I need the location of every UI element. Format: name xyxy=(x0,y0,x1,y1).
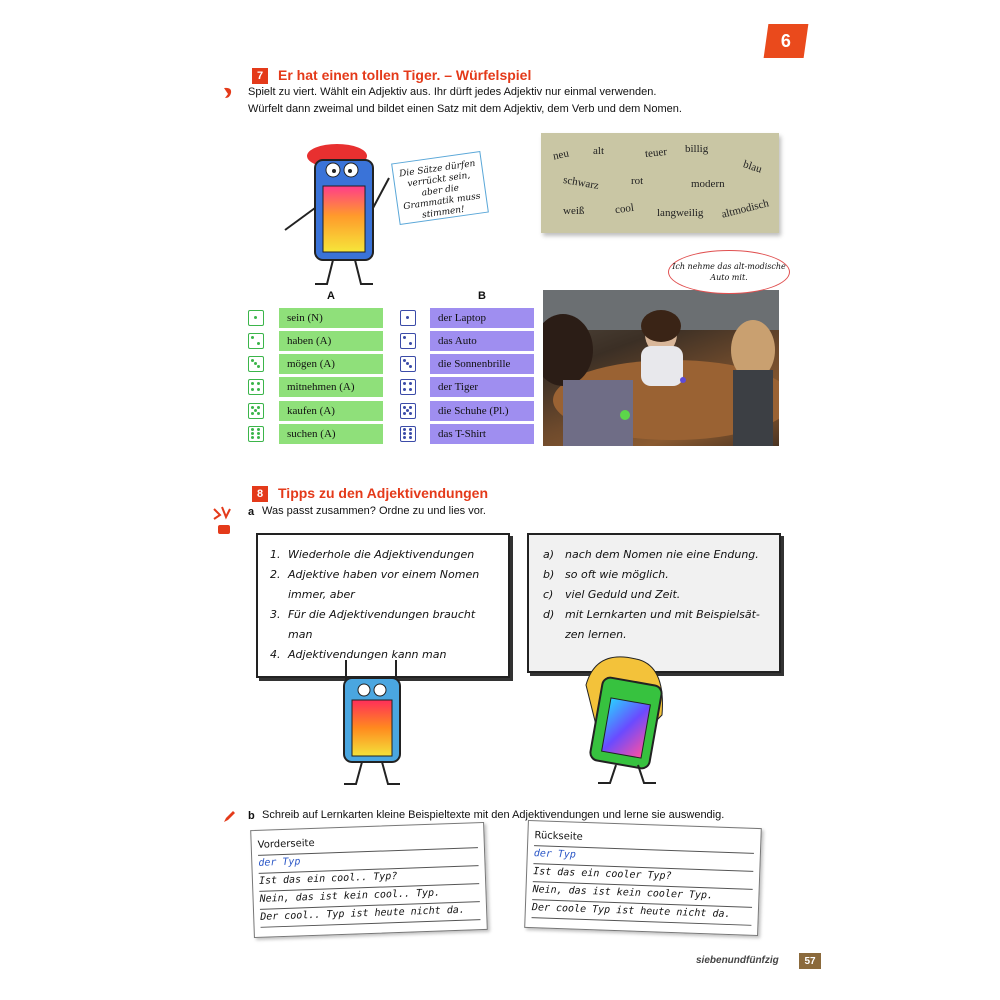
speech-bubble-text: Ich nehme das alt-modische Auto mit. xyxy=(672,262,786,282)
adjective-word: cool xyxy=(614,201,635,217)
noun-cell: der Tiger xyxy=(430,377,534,397)
card-back-title: Rückseite xyxy=(534,827,755,854)
adjective-word: billig xyxy=(685,143,709,155)
dice-four-icon xyxy=(248,379,264,395)
card-line: der Typ xyxy=(533,845,754,872)
speaking-icon xyxy=(222,86,234,100)
adjective-word: weiß xyxy=(563,205,585,217)
verb-cell: kaufen (A) xyxy=(279,401,383,421)
adjective-word: langweilig xyxy=(657,207,704,219)
adjective-word: neu xyxy=(551,147,570,163)
exercise-7-instruction: Spielt zu viert. Wählt ein Adjektiv aus. Ihr dürft jedes Adjektiv nur einmal verwenden. Würfelt dann zweimal und bildet einen Satz mit dem Adjektiv, dem Verb und dem Nomen. xyxy=(248,86,682,115)
adjective-word: schwarz xyxy=(562,173,600,193)
part-b-instruction: Schreib auf Lernkarten kleine Beispieltexte mit den Adjektivendungen und lerne sie auswendig. xyxy=(262,809,725,821)
mascot-phone-illustration xyxy=(275,138,395,288)
speech-bubble xyxy=(668,250,790,294)
chapter-tab: 6 xyxy=(764,24,809,58)
part-a-label: a xyxy=(248,506,255,518)
writing-pencil-icon xyxy=(222,810,236,824)
dice-two-icon xyxy=(248,333,264,349)
column-a-header: A xyxy=(327,290,335,302)
verb-cell: mitnehmen (A) xyxy=(279,377,383,397)
card-line: Nein, das ist kein cool.. Typ. xyxy=(259,883,480,910)
exercise-number-7: 7 xyxy=(252,68,268,84)
noun-cell: das T-Shirt xyxy=(430,424,534,444)
verb-cell: sein (N) xyxy=(279,308,383,328)
noun-cell: das Auto xyxy=(430,331,534,351)
adjective-word: modern xyxy=(691,178,725,190)
noun-cell: die Schuhe (Pl.) xyxy=(430,401,534,421)
exercise-8-title: Tipps zu den Adjektivendungen xyxy=(278,485,489,501)
grammar-note-card: Die Sätze dürfen verrückt sein, aber die Grammatik muss stimmen! xyxy=(391,151,489,225)
flashcard-back xyxy=(524,820,762,936)
card-line: Nein, das ist kein cooler Typ. xyxy=(532,881,753,908)
adjective-word: teuer xyxy=(644,145,668,161)
adjective-board xyxy=(541,133,779,233)
column-b-header: B xyxy=(478,290,486,302)
card-line: Der cool.. Typ ist heute nicht da. xyxy=(260,901,481,928)
adjective-word: altmodisch xyxy=(720,197,771,221)
card-line: der Typ xyxy=(258,847,479,874)
part-b-label: b xyxy=(248,810,255,822)
sentence-starts-box: 1. Wiederhole die Adjektivendungen 2. Adjektive haben vor einem Nomen immer, aber 3. Für die Adjektivendungen braucht man 4. Adjektivendungen kann man xyxy=(256,533,510,678)
sentence-ends-box: a) nach dem Nomen nie eine Endung. b) so oft wie möglich. c) viel Geduld und Zeit. d) mit Lernkarten und mit Beispielsät-zen lernen. xyxy=(527,533,781,673)
verb-cell: haben (A) xyxy=(279,331,383,351)
card-line: Der coole Typ ist heute nicht da. xyxy=(532,899,753,926)
pair-work-icon xyxy=(212,505,234,537)
dice-three-icon xyxy=(248,356,264,372)
dice-one-icon xyxy=(248,310,264,326)
exercise-7-title: Er hat einen tollen Tiger. – Würfelspiel xyxy=(278,67,532,83)
noun-cell: die Sonnenbrille xyxy=(430,354,534,374)
dice-three-icon xyxy=(400,356,416,372)
verb-cell: mögen (A) xyxy=(279,354,383,374)
dice-six-icon xyxy=(400,426,416,442)
page-number: 57 xyxy=(799,953,821,969)
verb-cell: suchen (A) xyxy=(279,424,383,444)
page-number-word: siebenundfünfzig xyxy=(696,955,779,966)
dice-six-icon xyxy=(248,426,264,442)
dice-five-icon xyxy=(248,403,264,419)
card-front-title: Vorderseite xyxy=(257,829,478,856)
mascot-green-phone-illustration xyxy=(566,655,686,787)
card-line: Ist das ein cooler Typ? xyxy=(533,863,754,890)
exercise-number-8: 8 xyxy=(252,486,268,502)
students-dice-photo xyxy=(543,290,779,446)
adjective-word: blau xyxy=(741,158,764,176)
adjective-word: rot xyxy=(631,175,644,187)
dice-two-icon xyxy=(400,333,416,349)
dice-one-icon xyxy=(400,310,416,326)
part-a-instruction: Was passt zusammen? Ordne zu und lies vor. xyxy=(262,505,486,517)
flashcard-front xyxy=(250,822,488,938)
noun-cell: der Laptop xyxy=(430,308,534,328)
dice-four-icon xyxy=(400,379,416,395)
adjective-word: alt xyxy=(593,145,604,157)
mascot-blue-phone-illustration xyxy=(316,660,426,788)
card-line: Ist das ein cool.. Typ? xyxy=(259,865,480,892)
dice-five-icon xyxy=(400,403,416,419)
